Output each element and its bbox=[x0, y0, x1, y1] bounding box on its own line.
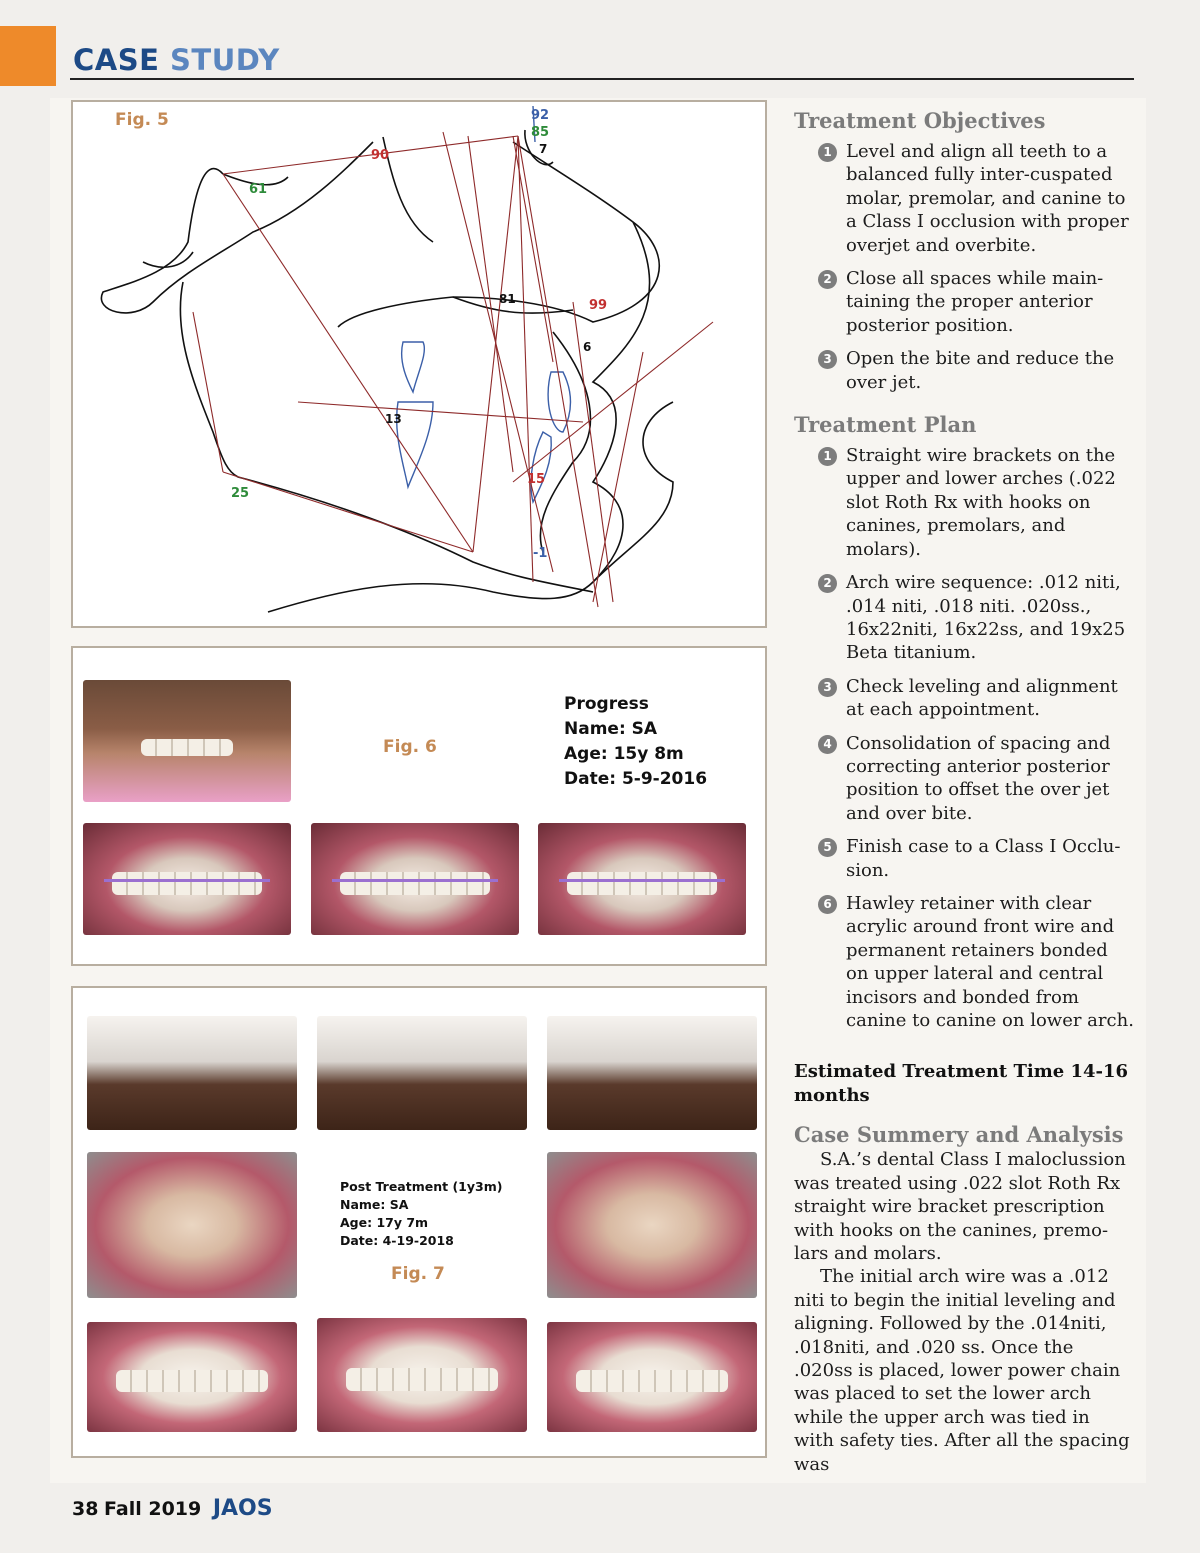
plan-item bbox=[818, 892, 1134, 1032]
page-number: 38 bbox=[72, 1498, 99, 1520]
number-badge: 6 bbox=[818, 895, 837, 914]
plan-text: Arch wire sequence: .012 niti, .014 niti, .018 niti. .020ss., 16x22niti, 16x22ss, and 19x25 Beta titanium. bbox=[846, 572, 1126, 664]
plan-item bbox=[818, 571, 1134, 665]
ceph-value-92: 92 bbox=[531, 108, 550, 123]
summary-heading: Case Summery and Analysis bbox=[794, 1122, 1124, 1148]
objective-item bbox=[818, 140, 1134, 257]
plan-item bbox=[818, 732, 1134, 826]
plan-text: Check leveling and alignment at each appointment. bbox=[846, 675, 1118, 721]
post-treatment-age: Age: 17y 7m bbox=[340, 1215, 429, 1230]
ceph-value-61: 61 bbox=[249, 182, 268, 197]
post-treatment-name: Name: SA bbox=[340, 1197, 409, 1212]
post-intraoral-front-photo bbox=[317, 1318, 527, 1432]
progress-info bbox=[564, 692, 707, 792]
estimated-time-heading: Estimated Treatment Time 14-16 months bbox=[794, 1061, 1129, 1107]
figure-6-label: Fig. 6 bbox=[383, 737, 437, 757]
objective-item bbox=[818, 347, 1134, 394]
journal-name: JAOS bbox=[212, 1496, 273, 1521]
plan-text: Finish case to a Class I Occlu-sion. bbox=[846, 836, 1121, 881]
post-intraoral-right-photo bbox=[87, 1322, 297, 1432]
figure-5-cephalometric-tracing bbox=[71, 100, 767, 628]
issue-label: Fall 2019 bbox=[104, 1498, 202, 1520]
plan-heading: Treatment Plan bbox=[794, 412, 977, 438]
number-badge: 1 bbox=[818, 447, 837, 466]
objectives-heading: Treatment Objectives bbox=[794, 108, 1046, 133]
post-intraoral-left-photo bbox=[547, 1322, 757, 1432]
progress-smile-photo bbox=[83, 680, 291, 802]
plan-text: Straight wire brackets on the upper and lower arches (.022 slot Roth Rx with hooks on canines, premolars, and molars). bbox=[846, 445, 1116, 560]
number-badge: 5 bbox=[818, 838, 837, 857]
number-badge: 2 bbox=[818, 270, 837, 289]
plan-item bbox=[818, 835, 1134, 882]
progress-intraoral-right-photo bbox=[83, 823, 291, 935]
post-treatment-title: Post Treatment (1y3m) bbox=[340, 1179, 503, 1194]
ceph-value-90: 90 bbox=[371, 148, 390, 163]
ceph-value-15: 15 bbox=[527, 472, 546, 487]
figure-5-label: Fig. 5 bbox=[115, 110, 169, 130]
number-badge: 4 bbox=[818, 735, 837, 754]
number-badge: 1 bbox=[818, 143, 837, 162]
post-upper-occlusal-photo bbox=[87, 1152, 297, 1298]
number-badge: 2 bbox=[818, 574, 837, 593]
objective-text: Close all spaces while main-taining the proper anterior posterior position. bbox=[846, 268, 1104, 336]
ceph-value-85: 85 bbox=[531, 125, 550, 140]
objectives-list bbox=[818, 140, 1134, 394]
post-treatment-info bbox=[340, 1178, 502, 1250]
post-treatment-date: Date: 4-19-2018 bbox=[340, 1233, 454, 1248]
ceph-value-99: 99 bbox=[589, 298, 608, 313]
text-column bbox=[794, 106, 1134, 1476]
plan-item bbox=[818, 444, 1134, 561]
summary-paragraph-1: S.A.’s dental Class I maloclussion was treated using .022 slot Roth Rx straight wire bracket prescription with hooks on the canines, premo-lars and molars. bbox=[794, 1149, 1126, 1265]
plan-list bbox=[818, 444, 1134, 1032]
ceph-tracing-drawing bbox=[73, 102, 765, 626]
ceph-value-6: 6 bbox=[583, 340, 592, 354]
post-frontal-photo bbox=[317, 1016, 527, 1130]
number-badge: 3 bbox=[818, 678, 837, 697]
progress-title: Progress bbox=[564, 694, 649, 714]
ceph-value-25: 25 bbox=[231, 486, 250, 501]
section-title bbox=[73, 43, 280, 77]
ceph-value-81: 81 bbox=[499, 292, 516, 306]
section-title-word2: STUDY bbox=[170, 43, 280, 77]
ceph-value-neg1: -1 bbox=[533, 546, 548, 561]
progress-intraoral-front-photo bbox=[311, 823, 519, 935]
objective-item bbox=[818, 267, 1134, 337]
post-lower-occlusal-photo bbox=[547, 1152, 757, 1298]
progress-name: Name: SA bbox=[564, 719, 658, 739]
plan-item bbox=[818, 675, 1134, 722]
figure-7-label: Fig. 7 bbox=[391, 1264, 445, 1284]
progress-intraoral-left-photo bbox=[538, 823, 746, 935]
section-title-word1: CASE bbox=[73, 43, 160, 77]
summary-paragraph-2: The initial arch wire was a .012 niti to begin the initial leveling and aligning. Followed by the .014niti, .018niti, and .020 ss. Once the .020ss is placed, lower power chain was placed to set the lower arch while the upper arch was tied in with safety ties. After all the spacing was bbox=[794, 1266, 1130, 1475]
progress-age: Age: 15y 8m bbox=[564, 744, 684, 764]
objective-text: Level and align all teeth to a balanced fully inter-cuspated molar, premolar, and canine to a Class I occlusion with proper overjet and overbite. bbox=[846, 141, 1129, 256]
number-badge: 3 bbox=[818, 350, 837, 369]
post-smile-photo bbox=[547, 1016, 757, 1130]
ceph-value-13: 13 bbox=[385, 412, 402, 426]
objective-text: Open the bite and reduce the over jet. bbox=[846, 348, 1115, 393]
ceph-value-7: 7 bbox=[539, 142, 548, 156]
progress-date: Date: 5-9-2016 bbox=[564, 769, 708, 789]
section-tab bbox=[0, 26, 56, 86]
plan-text: Hawley retainer with clear acrylic around front wire and permanent retainers bonded on upper lateral and central incisors and bonded from canine to canine on lower arch. bbox=[846, 892, 1134, 1031]
post-profile-photo bbox=[87, 1016, 297, 1130]
plan-text: Consolidation of spacing and correcting anterior posterior position to offset the over jet and over bite. bbox=[846, 732, 1111, 824]
page-footer bbox=[72, 1496, 273, 1521]
header-rule bbox=[70, 78, 1134, 80]
